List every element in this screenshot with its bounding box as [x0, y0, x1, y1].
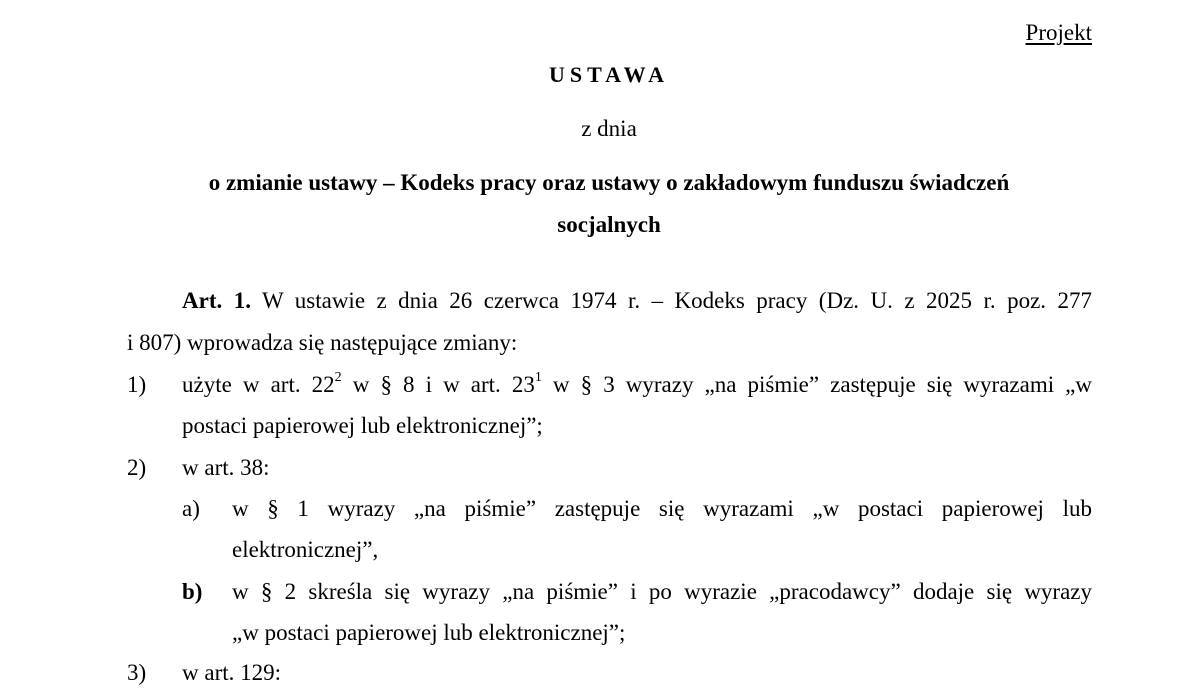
item-2-line1: w art. 38:: [182, 455, 270, 480]
date-line: z dnia: [581, 116, 637, 141]
subitem-a-line2: elektronicznej”,: [232, 537, 379, 562]
document-type-heading: USTAWA: [548, 62, 670, 87]
superscript: 1: [534, 370, 542, 386]
subitem-a-line1: w § 1 wyrazy „na piśmie” zastępuje się wyrazami „w postaci papierowej lub: [232, 496, 1092, 521]
subitem-letter: a): [182, 496, 200, 521]
subitem-b-line1: w § 2 skreśla się wyrazy „na piśmie” i po wyrazie „pracodawcy” dodaje się wyrazy: [232, 579, 1092, 604]
subitem-b-line2: „w postaci papierowej lub elektronicznej”;: [232, 620, 626, 645]
item-number: 2): [127, 455, 147, 480]
item-number: 3): [127, 660, 147, 685]
article-1-text-line2: i 807) wprowadza się następujące zmiany:: [127, 330, 518, 355]
item-number: 1): [127, 372, 147, 397]
item-1-text-c: w § 3 wyrazy „na piśmie” zastępuje się wyrazami „w: [541, 372, 1092, 397]
title-line-2: socjalnych: [557, 212, 661, 237]
item-3-line1: w art. 129:: [182, 660, 282, 685]
article-1-label: Art. 1.: [182, 288, 251, 313]
subitem-letter: b): [182, 579, 203, 604]
projekt-label: Projekt: [1025, 20, 1092, 45]
item-1-line1: [182, 372, 1092, 398]
item-1-text-a: użyte w art. 22: [182, 372, 335, 397]
title-line-1: o zmianie ustawy – Kodeks pracy oraz ustawy o zakładowym funduszu świadczeń: [208, 170, 1010, 195]
article-1-paragraph: [127, 288, 1092, 314]
item-1-line2: postaci papierowej lub elektronicznej”;: [182, 413, 543, 438]
superscript: 2: [334, 370, 342, 386]
article-1-text-line1: W ustawie z dnia 26 czerwca 1974 r. – Kodeks pracy (Dz. U. z 2025 r. poz. 277: [262, 288, 1092, 313]
item-1-text-b: w § 8 i w art. 23: [341, 372, 535, 397]
